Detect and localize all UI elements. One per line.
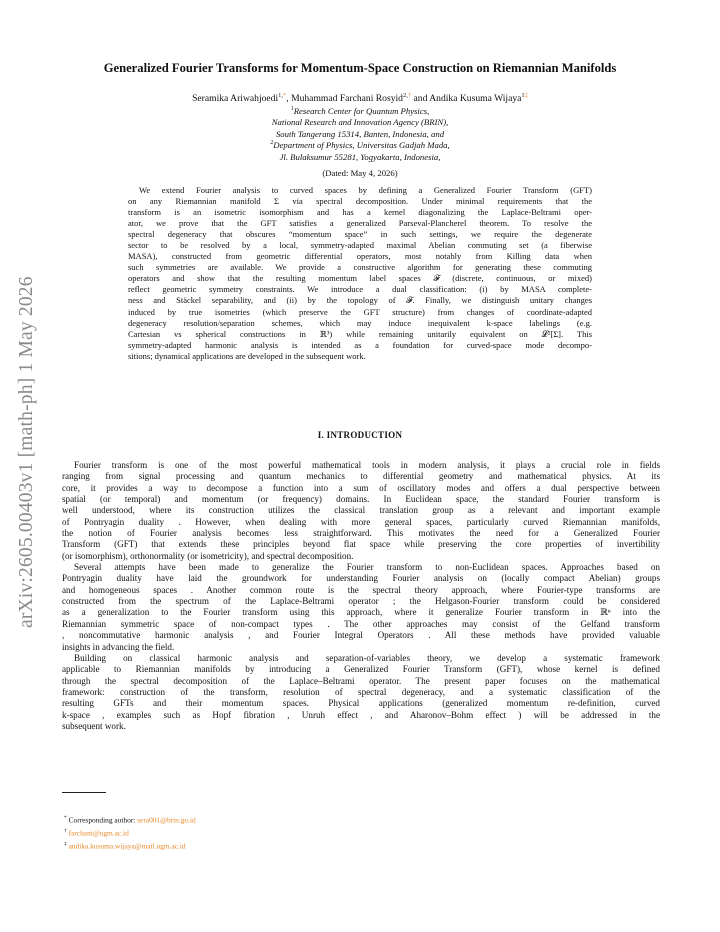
abstract-line: on any Riemannian manifold Σ via spectral decomposition. Under minimal requirements that the: [128, 196, 592, 207]
author-footnote-link[interactable]: ,*: [281, 92, 287, 99]
author-footnote-link[interactable]: ‡: [524, 92, 528, 99]
body-line: Transform (GFT) that extends these principles beyond flat space while preserving the core properties of invertibility: [62, 539, 660, 550]
abstract-line: MASA), constructed from geometric differential operators, most notably from Killing data when: [128, 251, 592, 262]
body-line: Several attempts have been made to generalize the Fourier transform to non-Euclidean spaces. Approaches based on: [74, 562, 660, 573]
body-line: constructed from the spectrum of the Laplace-Beltrami operator ; the Helgason-Fourier transform could be considered: [62, 596, 660, 607]
email-link[interactable]: andika.kusuma.wijaya@mail.ugm.ac.id: [68, 841, 186, 851]
paper-title: Generalized Fourier Transforms for Momentum-Space Construction on Riemannian Manifolds: [103, 61, 617, 75]
body-line: through the spectral decomposition of the Laplace–Beltrami operator. The present paper focuses on the mathematical: [62, 675, 660, 686]
author-name: Andika Kusuma Wijaya: [429, 93, 522, 105]
footnote-item: * Corresponding author: sera001@brin.go.id: [64, 815, 196, 825]
author-affiliation-mark: 2: [402, 92, 407, 99]
abstract-line: degeneracy resolution/separation schemes, which may induce inequivalent k-space labelings (e.g.: [128, 317, 592, 328]
abstract-line: We extend Fourier analysis to curved spaces by defining a Generalized Fourier Transform (GFT): [139, 185, 592, 195]
dated-line: (Dated: May 4, 2026): [322, 168, 398, 178]
body-line: the notion of Fourier analysis becomes less straightforward. This motivates the need for a Generalized Fourier: [62, 528, 660, 539]
body-line: ranging from signal processing and quantum mechanics to differential geometry and mathematical physics. At its: [62, 471, 660, 482]
author-footnote-link[interactable]: ,†: [406, 92, 412, 99]
body-line: Pontryagin duality have laid the groundwork for understanding Fourier analysis on (locally compact Abelian) groups: [62, 573, 660, 584]
abstract-line: induced by true isometries (which preserve the GFT structure) from changes of coordinate-adapted: [128, 306, 592, 317]
footnote-item: † farchani@ugm.ac.id: [64, 828, 129, 838]
email-link[interactable]: sera001@brin.go.id: [137, 815, 196, 825]
body-line: spatial (or temporal) and momentum (or frequency) domains. In Euclidean space, the standard Fourier transform is: [62, 494, 660, 505]
section-heading: I. INTRODUCTION: [317, 430, 403, 440]
abstract-line: such symmetries are available. We provide a constructive algorithm for generating these commuting: [128, 262, 592, 273]
body-line: resulting GFTs and their momentum spaces. Physical applications (generalized momentum re-definition, curved: [62, 698, 660, 709]
body-line: (or isomorphism), orthonormality (or isometricity), and spectral decomposition.: [62, 550, 354, 561]
footnotes: [64, 813, 464, 852]
author-list: Seramika Ariwahjoedi$^{1,*}$, Muhammad Farchani Rosyid$^{2,\dagger}$ and Andika Kusuma Wijaya$^{1\ddagger}$: [192, 92, 528, 105]
abstract-line: spectral degeneracy that obscures “momentum space” in such settings, we require the degenerate: [128, 229, 592, 240]
body-line: Fourier transform is one of the most powerful mathematical tools in modern analysis, it plays a crucial role in fields: [74, 460, 660, 470]
body-line: well understood, where its construction utilizes the classical translation group as a relevant and important example: [62, 505, 660, 516]
body-line: applicable to Riemannian manifolds by introducing a Generalized Fourier Transform (GFT), whose kernel is defined: [62, 664, 660, 675]
email-link[interactable]: farchani@ugm.ac.id: [68, 828, 129, 838]
body-line: insights in advancing the field.: [62, 641, 175, 652]
footnote-item: ‡ andika.kusuma.wijaya@mail.ugm.ac.id: [64, 841, 186, 851]
body-line: and homogeneous spaces . Another common route is the spectral theory approach, where Fourier-type transforms are: [62, 584, 660, 595]
body-line: Building on classical harmonic analysis and separation-of-variables theory, we develop a systematic framework: [74, 652, 660, 663]
arxiv-identifier-stamp[interactable]: arXiv:2605.00403v1 [math-ph] 1 May 2026: [16, 276, 37, 628]
affiliation-line: $^1$Research Center for Quantum Physics,: [290, 105, 430, 116]
body-line: framework: construction of the transform, resolution of spectral degeneracy, and a systematic classification of the: [62, 686, 660, 697]
body-line: subsequent work.: [62, 720, 126, 731]
footnote-divider: [62, 792, 106, 793]
author-name: Seramika Ariwahjoedi: [192, 93, 279, 105]
body-line: Riemannian symmetric space of non-compact types . The other approaches may consist of the Gelfand transform: [62, 618, 660, 629]
abstract: [128, 185, 592, 362]
affiliation-line: South Tangerang 15314, Banten, Indonesia, and: [275, 128, 445, 139]
abstract-line: sitions; dynamical applications are developed in the subsequent work.: [128, 350, 366, 361]
introduction-body: [62, 460, 660, 732]
author-affiliation-mark: 1: [278, 92, 282, 99]
abstract-line: Cartesian vs spherical constructions in ℝ³) while remaining unitarily equivalent on 𝓛²[Σ]. This: [128, 328, 592, 339]
body-line: as a generalization to the Fourier transform using this approach, where it generalize Fourier transform in ℝⁿ into the: [62, 607, 660, 618]
author-affiliation-mark: 1: [521, 92, 525, 99]
affiliation-line: Jl. Bulaksumur 55281, Yogyakarta, Indonesia,: [279, 151, 441, 162]
abstract-line: transform is an isometric isomorphism and has a kernel diagonalizing the Laplace-Beltrami oper-: [128, 207, 592, 218]
author-name: Muhammad Farchani Rosyid: [291, 93, 403, 105]
abstract-line: reflect geometric symmetry constraints. We introduce a dual classification: (i) by MASA complete-: [128, 284, 592, 295]
abstract-line: ator, we prove that the GFT satisfies a generalized Parseval-Plancherel theorem. To resolve the: [128, 218, 592, 229]
body-line: core, it provides a way to decompose a function into a sum of oscillatory modes and offers a dual perspective between: [62, 482, 660, 493]
abstract-line: ness and Stäckel separability, and (ii) by the topology of 𝓕. Finally, we distinguish unitary changes: [128, 295, 592, 306]
body-line: of Pontryagin duality . However, when dealing with more general spaces, particularly curved Riemannian manifolds,: [62, 516, 660, 527]
affiliation-line: $^2$Department of Physics, Universitas Gadjah Mada,: [270, 139, 450, 150]
abstract-line: symmetry-adapted harmonic analysis is intended as a foundation for curved-space mode decompo-: [128, 339, 592, 350]
abstract-line: operators and show that the resulting momentum label spaces 𝓕 (discrete, continuous, or mixed): [128, 273, 592, 284]
affiliation-line: National Research and Innovation Agency (BRIN),: [271, 116, 449, 127]
abstract-line: sector to be resolved by a local, symmetry-adapted maximal Abelian commuting set (a fiberwise: [128, 240, 592, 251]
body-line: , noncommutative harmonic analysis , and Fourier Integral Operators . All these methods have provided valuable: [62, 630, 660, 641]
body-line: k-space , examples such as Hopf fibration , Unruh effect , and Aharonov–Bohm effect ) will be addressed in the: [62, 709, 660, 720]
